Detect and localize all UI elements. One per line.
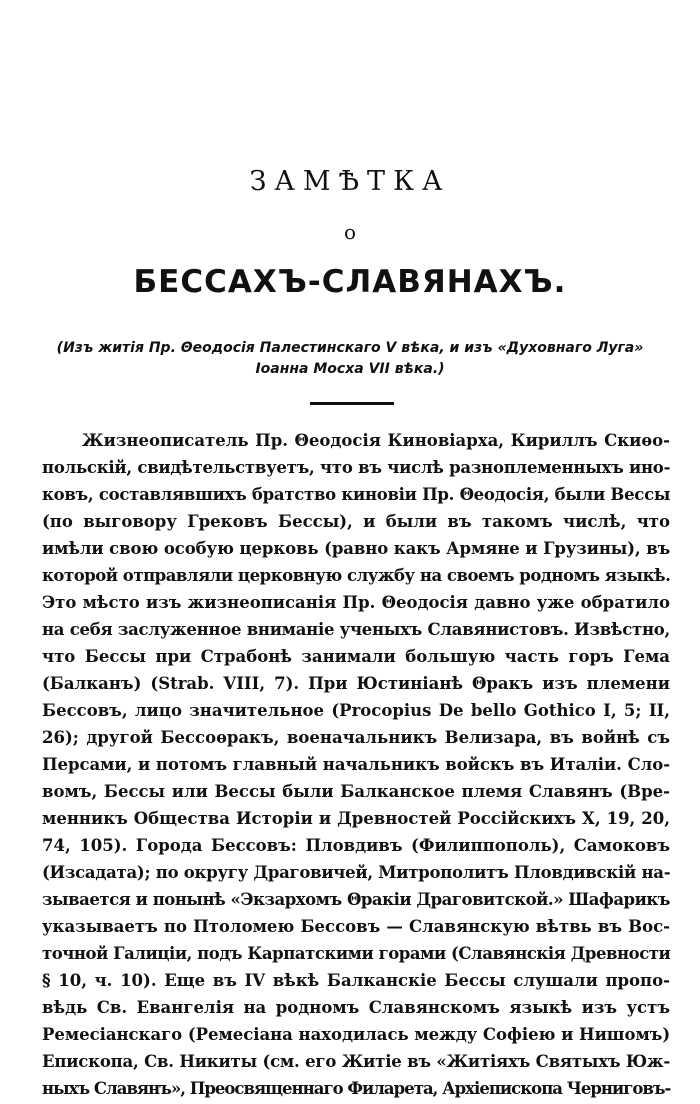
text-line: § 10, ч. 10). Еще въ IV вѣкѣ Балканскіе Бессы слушали пропо- (42, 971, 670, 990)
text-line: (по выговору Грековъ Бессы), и были въ такомъ числѣ, что (42, 512, 670, 531)
text-line: вомъ, Бессы или Вессы были Балканское племя Славянъ (Вре- (42, 782, 670, 801)
body-paragraph (42, 427, 670, 1102)
text-line: 74, 105). Города Бессовъ: Пловдивъ (Филиппополь), Самоковъ (42, 836, 670, 855)
text-line: Персами, и потомъ главный начальникъ войскъ въ Италіи. Сло- (42, 755, 670, 774)
text-line: 26); другой Бессоѳракъ, военачальникъ Велизара, въ войнѣ съ (42, 728, 670, 747)
title-connector: о (343, 220, 357, 244)
text-line: Ремесіанскаго (Ремесіана находилась между Софіею и Нишомъ) (42, 1025, 671, 1044)
page-title: ЗАМѢТКА (249, 166, 451, 197)
subject-heading: БЕССАХЪ-СЛАВЯНАХЪ. (133, 264, 567, 300)
text-line: на себя заслуженное вниманіе ученыхъ Славянистовъ. Извѣстно, (42, 620, 670, 639)
text-line: вѣдь Св. Евангелія на родномъ Славянскомъ языкѣ изъ устъ (42, 998, 670, 1017)
text-line: (Балканъ) (Strab. VIII, 7). При Юстиніанѣ Θракъ изъ племени (42, 674, 670, 693)
text-line: польскій, свидѣтельствуетъ, что въ числѣ разноплеменныхъ ино- (42, 458, 671, 477)
section-divider (310, 402, 394, 405)
text-line: имѣли свою особую церковь (равно какъ Армяне и Грузины), въ (42, 539, 671, 558)
text-line: зывается и понынѣ «Экзархомъ Θракіи Драговитской.» Шафарикъ (42, 890, 670, 909)
text-line: точной Галиціи, подъ Карпатскими горами (Славянскія Древности (42, 944, 671, 963)
text-line: которой отправляли церковную службу на своемъ родномъ языкѣ. (42, 566, 671, 585)
text-line: (Изсадата); по округу Драговичей, Митрополитъ Пловдивскій на- (42, 863, 671, 882)
text-line: Жизнеописатель Пр. Θеодосія Киновіарха, Кириллъ Скиѳо- (82, 431, 670, 450)
text-line: что Бессы при Страбонѣ занимали большую часть горъ Гема (42, 647, 670, 666)
source-note (40, 338, 660, 380)
source-note-line: (Изъ житія Пр. Θеодосія Палестинскаго V вѣка, и изъ «Духовнаго Луга» (56, 340, 644, 356)
text-line: ныхъ Славянъ», Преосвященнаго Филарета, Архіепископа Черниговъ- (42, 1079, 671, 1098)
text-line: ковъ, составлявшихъ братство киновіи Пр. Θеодосія, были Вессы (42, 485, 671, 504)
text-line: Это мѣсто изъ жизнеописанія Пр. Θеодосія давно уже обратило (42, 593, 670, 612)
text-line: менникъ Общества Исторіи и Древностей Россійскихъ X, 19, 20, (42, 809, 670, 828)
text-line: указываетъ по Птоломею Бессовъ — Славянскую вѣтвь въ Вос- (42, 917, 670, 936)
text-line: Епископа, Св. Никиты (см. его Житіе въ «Житіяхъ Святыхъ Юж- (42, 1052, 670, 1071)
source-note-line: Іоанна Мосха VII вѣка.) (255, 361, 445, 377)
text-line: Бессовъ, лицо значительное (Procopius De bello Gothico I, 5; II, (42, 701, 670, 720)
